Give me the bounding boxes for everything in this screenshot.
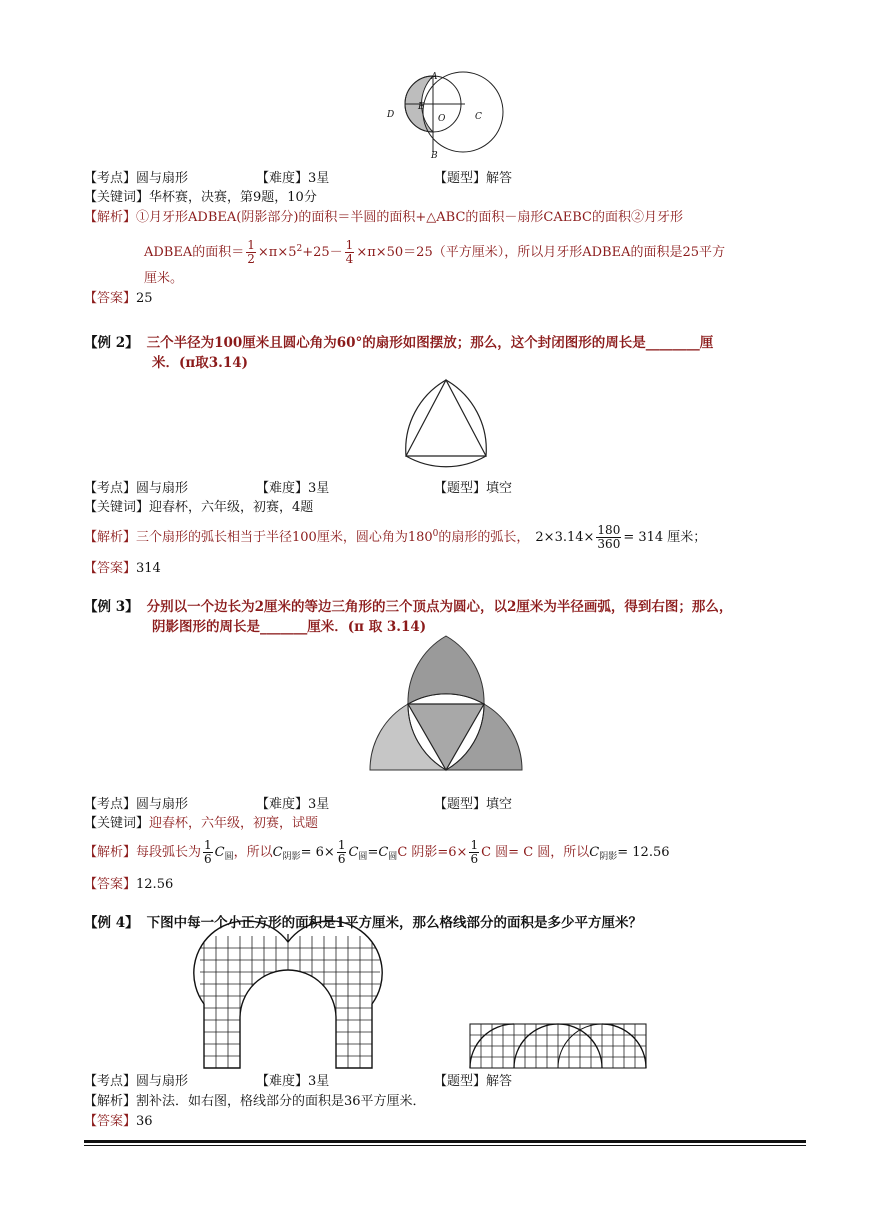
tixing-label: 【题型】	[434, 797, 487, 812]
guanjianci-value: 迎春杯，六年级，初赛，4题	[149, 500, 314, 515]
jiexi-text: ×π×5	[257, 245, 297, 260]
jiexi-text: ADBEA的面积＝	[144, 245, 245, 260]
ex1-guanjianci-row	[84, 189, 317, 207]
frac-den: 4	[345, 252, 354, 266]
formula-text: = 6×	[300, 845, 335, 860]
jiexi-label: 【解析】	[84, 210, 137, 225]
daan-label: 【答案】	[84, 291, 137, 306]
daan-value: 314	[136, 561, 161, 576]
figure-trefoil	[366, 634, 530, 784]
ex3-nandu-row	[256, 796, 329, 814]
ex2-nandu-row	[256, 480, 329, 498]
jiexi-text: 割补法．如右图，格线部分的面积是36平方厘米．	[136, 1094, 426, 1109]
guanjianci-label: 【关键词】	[84, 190, 150, 205]
frac-num: 1	[345, 238, 354, 252]
subscript: 圆	[388, 852, 398, 862]
nandu-value: 3星	[308, 1074, 330, 1089]
example-label: 【例 2】	[84, 335, 139, 351]
formula-text: =	[367, 845, 379, 860]
ex1-jiexi-line2	[144, 234, 725, 268]
nandu-value: 3星	[308, 481, 330, 496]
fraction	[469, 839, 479, 866]
kaodian-label: 【考点】	[84, 797, 137, 812]
formula-text: = 12.56	[617, 845, 670, 860]
jiexi-text: 每段弧长为	[136, 845, 202, 860]
subscript: 圆	[358, 852, 368, 862]
grid-lines	[200, 936, 380, 1070]
frac-num: 1	[247, 238, 255, 252]
question-text: 分别以一个边长为2厘米的等边三角形的三个顶点为圆心，以2厘米为半径画弧，得到右图；那么，	[146, 599, 733, 615]
guanjianci-value: 迎春杯，六年级，初赛，试题	[149, 816, 319, 831]
nandu-value: 3星	[308, 171, 330, 186]
ex2-kaodian-row	[84, 480, 188, 498]
daan-value: 25	[136, 291, 153, 306]
ex1-jiexi-line1	[84, 209, 683, 227]
jiexi-text: ，所以	[233, 845, 273, 860]
subscript: 圆	[224, 852, 234, 862]
question-text: 下图中每一个小正方形的面积是1平方厘米，那么格线部分的面积是多少平方厘米？	[146, 915, 642, 931]
kaodian-value: 圆与扇形	[136, 1074, 189, 1089]
label-a: A	[431, 72, 438, 82]
frac-num: 1	[470, 838, 479, 852]
tixing-label: 【题型】	[434, 1074, 487, 1089]
ex3-jiexi-row	[84, 838, 670, 872]
ex3-question-line1	[84, 598, 732, 616]
fraction	[596, 524, 621, 551]
frac-den: 360	[597, 537, 621, 551]
formula-c: C	[214, 845, 225, 860]
tixing-value: 填空	[486, 797, 513, 812]
ex4-kaodian-row	[84, 1073, 188, 1091]
ex4-nandu-row	[256, 1073, 329, 1091]
formula-c: C	[348, 845, 359, 860]
jiexi-text: 的扇形的弧长，	[438, 530, 530, 545]
frac-num: 1	[337, 838, 346, 852]
question-text: 三个半径为100厘米且圆心角为60°的扇形如图摆放；那么，这个封闭图形的周长是________厘	[146, 335, 714, 351]
label-e: E	[418, 102, 425, 112]
ex3-daan-row	[84, 876, 173, 894]
jiexi-text: C 圆= C 圆，所以	[481, 845, 590, 860]
kaodian-label: 【考点】	[84, 481, 137, 496]
ex2-question-line2: 米．(π取3.14)	[152, 355, 249, 371]
daan-value: 36	[136, 1114, 153, 1129]
guanjianci-label: 【关键词】	[84, 500, 150, 515]
frac-den: 6	[470, 852, 479, 866]
superscript: 0	[432, 529, 439, 539]
ex1-daan-row	[84, 290, 153, 308]
tixing-value: 填空	[486, 481, 513, 496]
superscript: 2	[296, 244, 303, 254]
fraction	[203, 839, 213, 866]
ex2-question-line1	[84, 334, 713, 352]
kaodian-label: 【考点】	[84, 171, 137, 186]
guanjianci-label: 【关键词】	[84, 816, 150, 831]
frac-num: 180	[597, 523, 621, 537]
ex3-tixing-row	[434, 796, 512, 814]
formula-c: C	[378, 845, 389, 860]
ex4-tixing-row	[434, 1073, 512, 1091]
formula-text: 2×3.14×	[535, 530, 595, 545]
ex4-daan-row	[84, 1113, 153, 1131]
arch-outline	[194, 921, 382, 1068]
fraction	[246, 239, 256, 266]
jiexi-label: 【解析】	[84, 845, 137, 860]
figure-crescent	[380, 66, 520, 166]
ex2-daan-row	[84, 560, 161, 578]
fraction	[337, 839, 347, 866]
formula-text: = 314 厘米；	[623, 530, 707, 545]
ex1-jiexi-line3: 厘米。	[144, 271, 184, 286]
subscript: 阴影	[599, 852, 618, 862]
label-o: O	[438, 114, 446, 124]
ex4-question-line	[84, 914, 642, 932]
figure-gridded-arch	[200, 934, 380, 1070]
subscript: 阴影	[282, 852, 301, 862]
formula-c: C	[272, 845, 283, 860]
ex1-nandu-row	[256, 170, 329, 188]
nandu-label: 【难度】	[256, 171, 309, 186]
label-d: D	[387, 110, 395, 120]
tixing-label: 【题型】	[434, 171, 487, 186]
ex3-question-line2: 阴影图形的周长是_______厘米．(π 取 3.14)	[152, 619, 427, 635]
ex3-kaodian-row	[84, 796, 188, 814]
example-label: 【例 4】	[84, 915, 139, 931]
label-b: B	[431, 151, 438, 161]
frac-den: 6	[204, 852, 212, 866]
nandu-label: 【难度】	[256, 1074, 309, 1089]
ex2-tixing-row	[434, 480, 512, 498]
jiexi-text: +25－	[302, 245, 343, 260]
figure-reuleaux	[400, 374, 492, 466]
nandu-label: 【难度】	[256, 481, 309, 496]
jiexi-label: 【解析】	[84, 530, 137, 545]
figure-grid-semicircles	[468, 1022, 648, 1070]
guanjianci-value: 华杯赛，决赛，第9题，10分	[149, 190, 317, 205]
kaodian-value: 圆与扇形	[136, 481, 189, 496]
kaodian-value: 圆与扇形	[136, 171, 189, 186]
jiexi-text: C 阴影=6×	[397, 845, 468, 860]
daan-label: 【答案】	[84, 1114, 137, 1129]
ex1-tixing-row	[434, 170, 512, 188]
footer-rule-thin	[84, 1145, 806, 1146]
daan-value: 12.56	[136, 877, 174, 892]
jiexi-text: ①月牙形ADBEA(阴影部分)的面积＝半圆的面积+△ABC的面积－扇形CAEBC的面积②月牙形	[136, 210, 683, 225]
tixing-value: 解答	[486, 171, 513, 186]
jiexi-label: 【解析】	[84, 1094, 137, 1109]
jiexi-text: 三个扇形的弧长相当于半径100厘米，圆心角为180	[136, 530, 433, 545]
frac-den: 6	[337, 852, 346, 866]
fraction	[345, 239, 355, 266]
formula-c: C	[589, 845, 600, 860]
ex4-jiexi-row	[84, 1093, 426, 1111]
reuleaux-outline	[406, 380, 487, 467]
frac-den: 2	[247, 252, 255, 266]
ex2-guanjianci-row	[84, 499, 313, 517]
ex2-jiexi-row	[84, 520, 706, 552]
inner-triangle	[406, 380, 486, 456]
nandu-value: 3星	[308, 797, 330, 812]
daan-label: 【答案】	[84, 561, 137, 576]
example-label: 【例 3】	[84, 599, 139, 615]
tixing-value: 解答	[486, 1074, 513, 1089]
frac-num: 1	[204, 838, 212, 852]
jiexi-text: ×π×50＝25（平方厘米），所以月牙形ADBEA的面积是25平方	[356, 245, 726, 260]
tixing-label: 【题型】	[434, 481, 487, 496]
footer-rule-thick	[84, 1140, 806, 1143]
daan-label: 【答案】	[84, 877, 137, 892]
kaodian-value: 圆与扇形	[136, 797, 189, 812]
ex1-kaodian-row	[84, 170, 188, 188]
ex3-guanjianci-row	[84, 815, 318, 833]
nandu-label: 【难度】	[256, 797, 309, 812]
kaodian-label: 【考点】	[84, 1074, 137, 1089]
label-c: C	[475, 112, 482, 122]
